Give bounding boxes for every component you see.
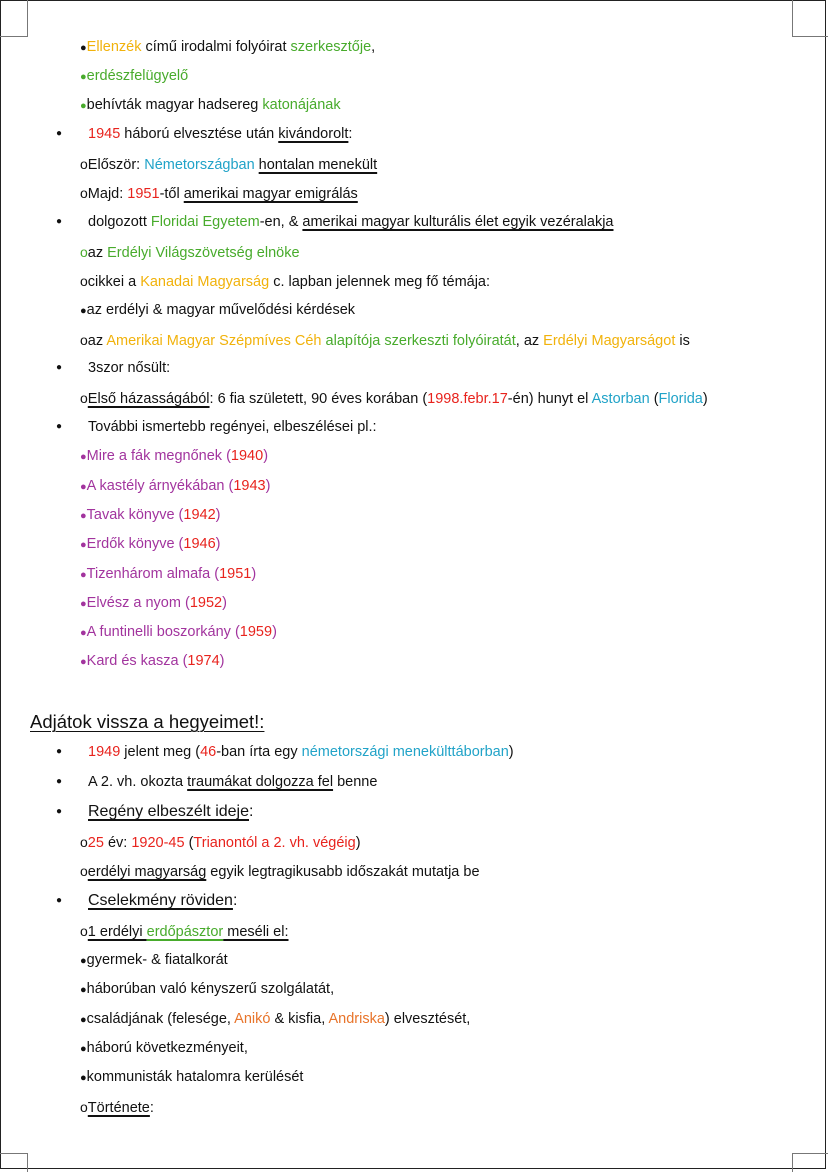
text-segment: szerkeszti folyóiratát bbox=[380, 333, 516, 349]
text-segment: 1952 bbox=[189, 595, 223, 611]
text-segment: háború következményeit, bbox=[86, 1040, 248, 1056]
text-segment: ( bbox=[184, 835, 194, 851]
text-segment: behívták magyar hadsereg bbox=[86, 97, 263, 113]
text-segment: Regény elbeszélt ideje bbox=[88, 803, 249, 820]
text-segment: gyermek- & fiatalkorát bbox=[86, 952, 228, 968]
text-segment: ● bbox=[80, 1014, 87, 1026]
text-segment: 1920-45 bbox=[131, 835, 185, 851]
text-segment: Erdők könyve ( bbox=[86, 536, 184, 552]
list-item bbox=[88, 892, 237, 910]
list-item bbox=[80, 184, 358, 203]
text-segment: o bbox=[80, 923, 88, 939]
list-item bbox=[80, 652, 225, 671]
text-segment: háborúban való kényszerű szolgálatát, bbox=[86, 981, 335, 997]
text-segment: o bbox=[80, 834, 88, 850]
text-segment: Anikó bbox=[234, 1011, 271, 1027]
list-item bbox=[80, 980, 334, 999]
text-segment: Majd: bbox=[87, 186, 128, 202]
text-segment: ) bbox=[263, 448, 269, 464]
bullet-icon: ● bbox=[56, 421, 63, 432]
text-segment: -től bbox=[159, 186, 184, 202]
text-segment: ● bbox=[80, 539, 87, 551]
list-item bbox=[80, 272, 490, 291]
text-segment: A kastély árnyékában ( bbox=[86, 478, 234, 494]
text-segment: Andriska bbox=[328, 1011, 385, 1027]
text-segment: További ismertebb regényei, elbeszélései pl.: bbox=[88, 419, 377, 435]
crop-mark-top-right bbox=[792, 0, 828, 37]
text-segment: o bbox=[80, 390, 88, 406]
text-segment: ) bbox=[272, 624, 277, 640]
text-segment: ● bbox=[80, 42, 87, 54]
text-segment: cikkei a bbox=[87, 274, 141, 290]
text-segment: o bbox=[80, 156, 88, 172]
text-segment: kommunisták hatalomra kerülését bbox=[86, 1069, 304, 1085]
text-segment: 1959 bbox=[239, 624, 273, 640]
list-item bbox=[80, 922, 289, 941]
text-segment: is bbox=[675, 333, 690, 349]
text-segment: egyik legtragikusabb időszakát mutatja be bbox=[206, 864, 480, 880]
text-segment: -én) hunyt el bbox=[507, 391, 592, 407]
text-segment: Cselekmény röviden bbox=[88, 892, 233, 909]
list-item bbox=[80, 331, 690, 350]
list-item bbox=[88, 803, 253, 821]
text-segment: című irodalmi folyóirat bbox=[141, 39, 291, 55]
text-segment: ● bbox=[80, 100, 87, 112]
text-segment: amerikai magyar kulturális élet egyik vezéralakja bbox=[302, 214, 614, 230]
text-segment: szerkesztője bbox=[290, 39, 372, 55]
bullet-icon: ● bbox=[56, 216, 63, 227]
text-segment: A funtinelli boszorkány ( bbox=[86, 624, 240, 640]
text-segment: benne bbox=[333, 774, 378, 790]
text-segment: jelent meg ( bbox=[120, 744, 201, 760]
list-item bbox=[80, 1039, 248, 1058]
text-segment: Először: bbox=[87, 157, 145, 173]
text-segment: -ban írta egy bbox=[216, 744, 302, 760]
text-segment: A 2. vh. okozta bbox=[88, 774, 188, 790]
list-item bbox=[80, 38, 375, 57]
crop-mark-bottom-right bbox=[792, 1153, 828, 1172]
text-segment: alapítója bbox=[321, 333, 381, 349]
text-segment: 1943 bbox=[233, 478, 266, 494]
bullet-icon: ● bbox=[56, 746, 63, 757]
text-segment: 1951 bbox=[219, 566, 252, 582]
list-item bbox=[80, 1098, 154, 1117]
text-segment: dolgozott bbox=[88, 214, 151, 230]
text-segment: Astorban bbox=[591, 391, 650, 407]
text-segment: 1949 bbox=[88, 744, 121, 760]
text-segment: 1945 bbox=[88, 126, 121, 142]
text-segment: Története bbox=[87, 1100, 150, 1116]
text-segment: 25 bbox=[87, 835, 104, 851]
text-segment: ● bbox=[80, 569, 87, 581]
text-segment: : bbox=[348, 126, 353, 142]
text-segment: : bbox=[149, 1100, 154, 1116]
list-item bbox=[80, 447, 268, 466]
text-segment: c. lapban jelennek meg fő témája: bbox=[269, 274, 491, 290]
text-segment: ) bbox=[355, 835, 361, 851]
text-segment: háború elvesztése után bbox=[120, 126, 279, 142]
text-segment: ● bbox=[80, 598, 87, 610]
text-segment: ) bbox=[222, 595, 227, 611]
text-segment: : 6 fia született, 90 éves korában ( bbox=[209, 391, 428, 407]
text-segment: ● bbox=[80, 1043, 87, 1055]
text-segment: németországi menekülttáborban bbox=[301, 744, 509, 760]
bullet-icon: ● bbox=[56, 806, 63, 817]
text-segment: Tavak könyve ( bbox=[86, 507, 184, 523]
text-segment: ● bbox=[80, 656, 87, 668]
text-segment: Florida bbox=[658, 391, 703, 407]
text-segment: 1940 bbox=[230, 448, 264, 464]
text-segment: ● bbox=[80, 627, 87, 639]
text-segment: o bbox=[80, 273, 88, 289]
list-item bbox=[80, 951, 228, 970]
list-item bbox=[80, 594, 227, 613]
list-item bbox=[80, 623, 277, 642]
text-segment: ) elvesztését, bbox=[384, 1011, 471, 1027]
text-segment: erdélyi magyarság bbox=[87, 864, 207, 880]
text-segment: az bbox=[87, 245, 108, 261]
text-segment: ● bbox=[80, 481, 87, 493]
text-segment: ● bbox=[80, 305, 87, 317]
text-segment: Trianontól a 2. vh. végéig bbox=[193, 835, 356, 851]
text-segment: , az bbox=[515, 333, 544, 349]
list-item bbox=[80, 535, 220, 554]
list-item bbox=[80, 389, 708, 408]
list-item bbox=[80, 1068, 303, 1087]
bullet-icon: ● bbox=[56, 362, 63, 373]
text-segment: ) bbox=[251, 566, 257, 582]
text-segment: Amerikai Magyar Szépmíves Céh bbox=[106, 333, 322, 349]
bullet-icon: ● bbox=[56, 128, 63, 139]
list-item bbox=[80, 833, 361, 852]
list-item bbox=[88, 773, 377, 791]
text-segment: Kanadai Magyarság bbox=[140, 274, 270, 290]
text-segment: az erdélyi & magyar művelődési kérdések bbox=[86, 302, 356, 318]
list-item bbox=[88, 418, 377, 436]
list-item bbox=[80, 155, 377, 174]
text-segment: ● bbox=[80, 955, 87, 967]
text-segment: katonájának bbox=[262, 97, 341, 113]
text-segment: Erdélyi Világszövetség elnöke bbox=[107, 245, 300, 261]
text-segment: ) bbox=[508, 744, 514, 760]
list-item bbox=[88, 125, 352, 143]
list-item bbox=[80, 862, 480, 881]
text-segment: 46 bbox=[200, 744, 217, 760]
text-segment: Floridai Egyetem bbox=[150, 214, 260, 230]
text-segment: o bbox=[80, 244, 88, 260]
text-segment: ● bbox=[80, 71, 87, 83]
text-segment: ) bbox=[265, 478, 271, 494]
list-item bbox=[80, 506, 220, 525]
text-segment: Kard és kasza ( bbox=[86, 653, 188, 669]
text-segment: Erdélyi Magyarságot bbox=[543, 333, 676, 349]
text-segment: & kisfia, bbox=[270, 1011, 329, 1027]
text-segment: ) bbox=[215, 507, 221, 523]
text-segment: erdészfelügyelő bbox=[86, 68, 189, 84]
text-segment: Mire a fák megnőnek ( bbox=[86, 448, 231, 464]
list-item bbox=[88, 743, 514, 761]
text-segment: 1942 bbox=[183, 507, 216, 523]
text-segment: 1 erdélyi bbox=[87, 924, 147, 940]
text-segment: családjának (felesége, bbox=[86, 1011, 235, 1027]
text-segment: meséli el: bbox=[223, 924, 289, 940]
text-segment: : bbox=[249, 803, 254, 820]
text-segment: az bbox=[87, 333, 107, 349]
text-segment: o bbox=[80, 332, 88, 348]
text-segment: o bbox=[80, 1099, 88, 1115]
list-item bbox=[80, 477, 270, 496]
text-segment: Ellenzék bbox=[86, 39, 142, 55]
bullet-icon: ● bbox=[56, 895, 63, 906]
text-segment: 1946 bbox=[183, 536, 216, 552]
text-segment: amerikai magyar emigrálás bbox=[183, 186, 358, 202]
text-segment: ( bbox=[649, 391, 659, 407]
text-segment: o bbox=[80, 863, 88, 879]
text-segment: , bbox=[371, 39, 376, 55]
list-item bbox=[80, 67, 188, 86]
crop-mark-bottom-left bbox=[0, 1153, 28, 1172]
text-segment: 1974 bbox=[187, 653, 220, 669]
list-item bbox=[80, 96, 341, 115]
text-segment: ) bbox=[215, 536, 221, 552]
list-item bbox=[80, 243, 300, 262]
text-segment: Elvész a nyom ( bbox=[86, 595, 190, 611]
list-item bbox=[80, 1010, 470, 1029]
list-item bbox=[80, 565, 256, 584]
text-segment: hontalan menekült bbox=[258, 157, 378, 173]
text-segment: ) bbox=[702, 391, 708, 407]
text-segment: 3szor nősült: bbox=[88, 360, 171, 376]
list-item bbox=[88, 359, 170, 377]
text-segment: Adjátok vissza a hegyeimet!: bbox=[30, 711, 265, 732]
text-segment: -en, & bbox=[259, 214, 303, 230]
text-segment: ● bbox=[80, 1072, 87, 1084]
list-item bbox=[80, 301, 355, 320]
text-segment: 1998.febr.17 bbox=[427, 391, 508, 407]
text-segment: traumákat dolgozza fel bbox=[187, 774, 334, 790]
crop-mark-top-left bbox=[0, 0, 28, 37]
text-segment: év: bbox=[103, 835, 132, 851]
text-segment: 1951 bbox=[127, 186, 160, 202]
text-segment: ● bbox=[80, 984, 87, 996]
text-segment: Tizenhárom almafa ( bbox=[86, 566, 220, 582]
text-segment: ) bbox=[219, 653, 225, 669]
text-segment: o bbox=[80, 185, 88, 201]
text-segment: kivándorolt bbox=[278, 126, 349, 142]
text-segment: : bbox=[232, 892, 238, 909]
text-segment: Németországban bbox=[144, 157, 255, 173]
list-item bbox=[88, 213, 613, 231]
text-segment: erdőpásztor bbox=[146, 924, 224, 940]
text-segment: Első házasságából bbox=[87, 391, 210, 407]
bullet-icon: ● bbox=[56, 776, 63, 787]
text-segment: ● bbox=[80, 451, 87, 463]
section-heading bbox=[30, 710, 264, 734]
text-segment: ● bbox=[80, 510, 87, 522]
